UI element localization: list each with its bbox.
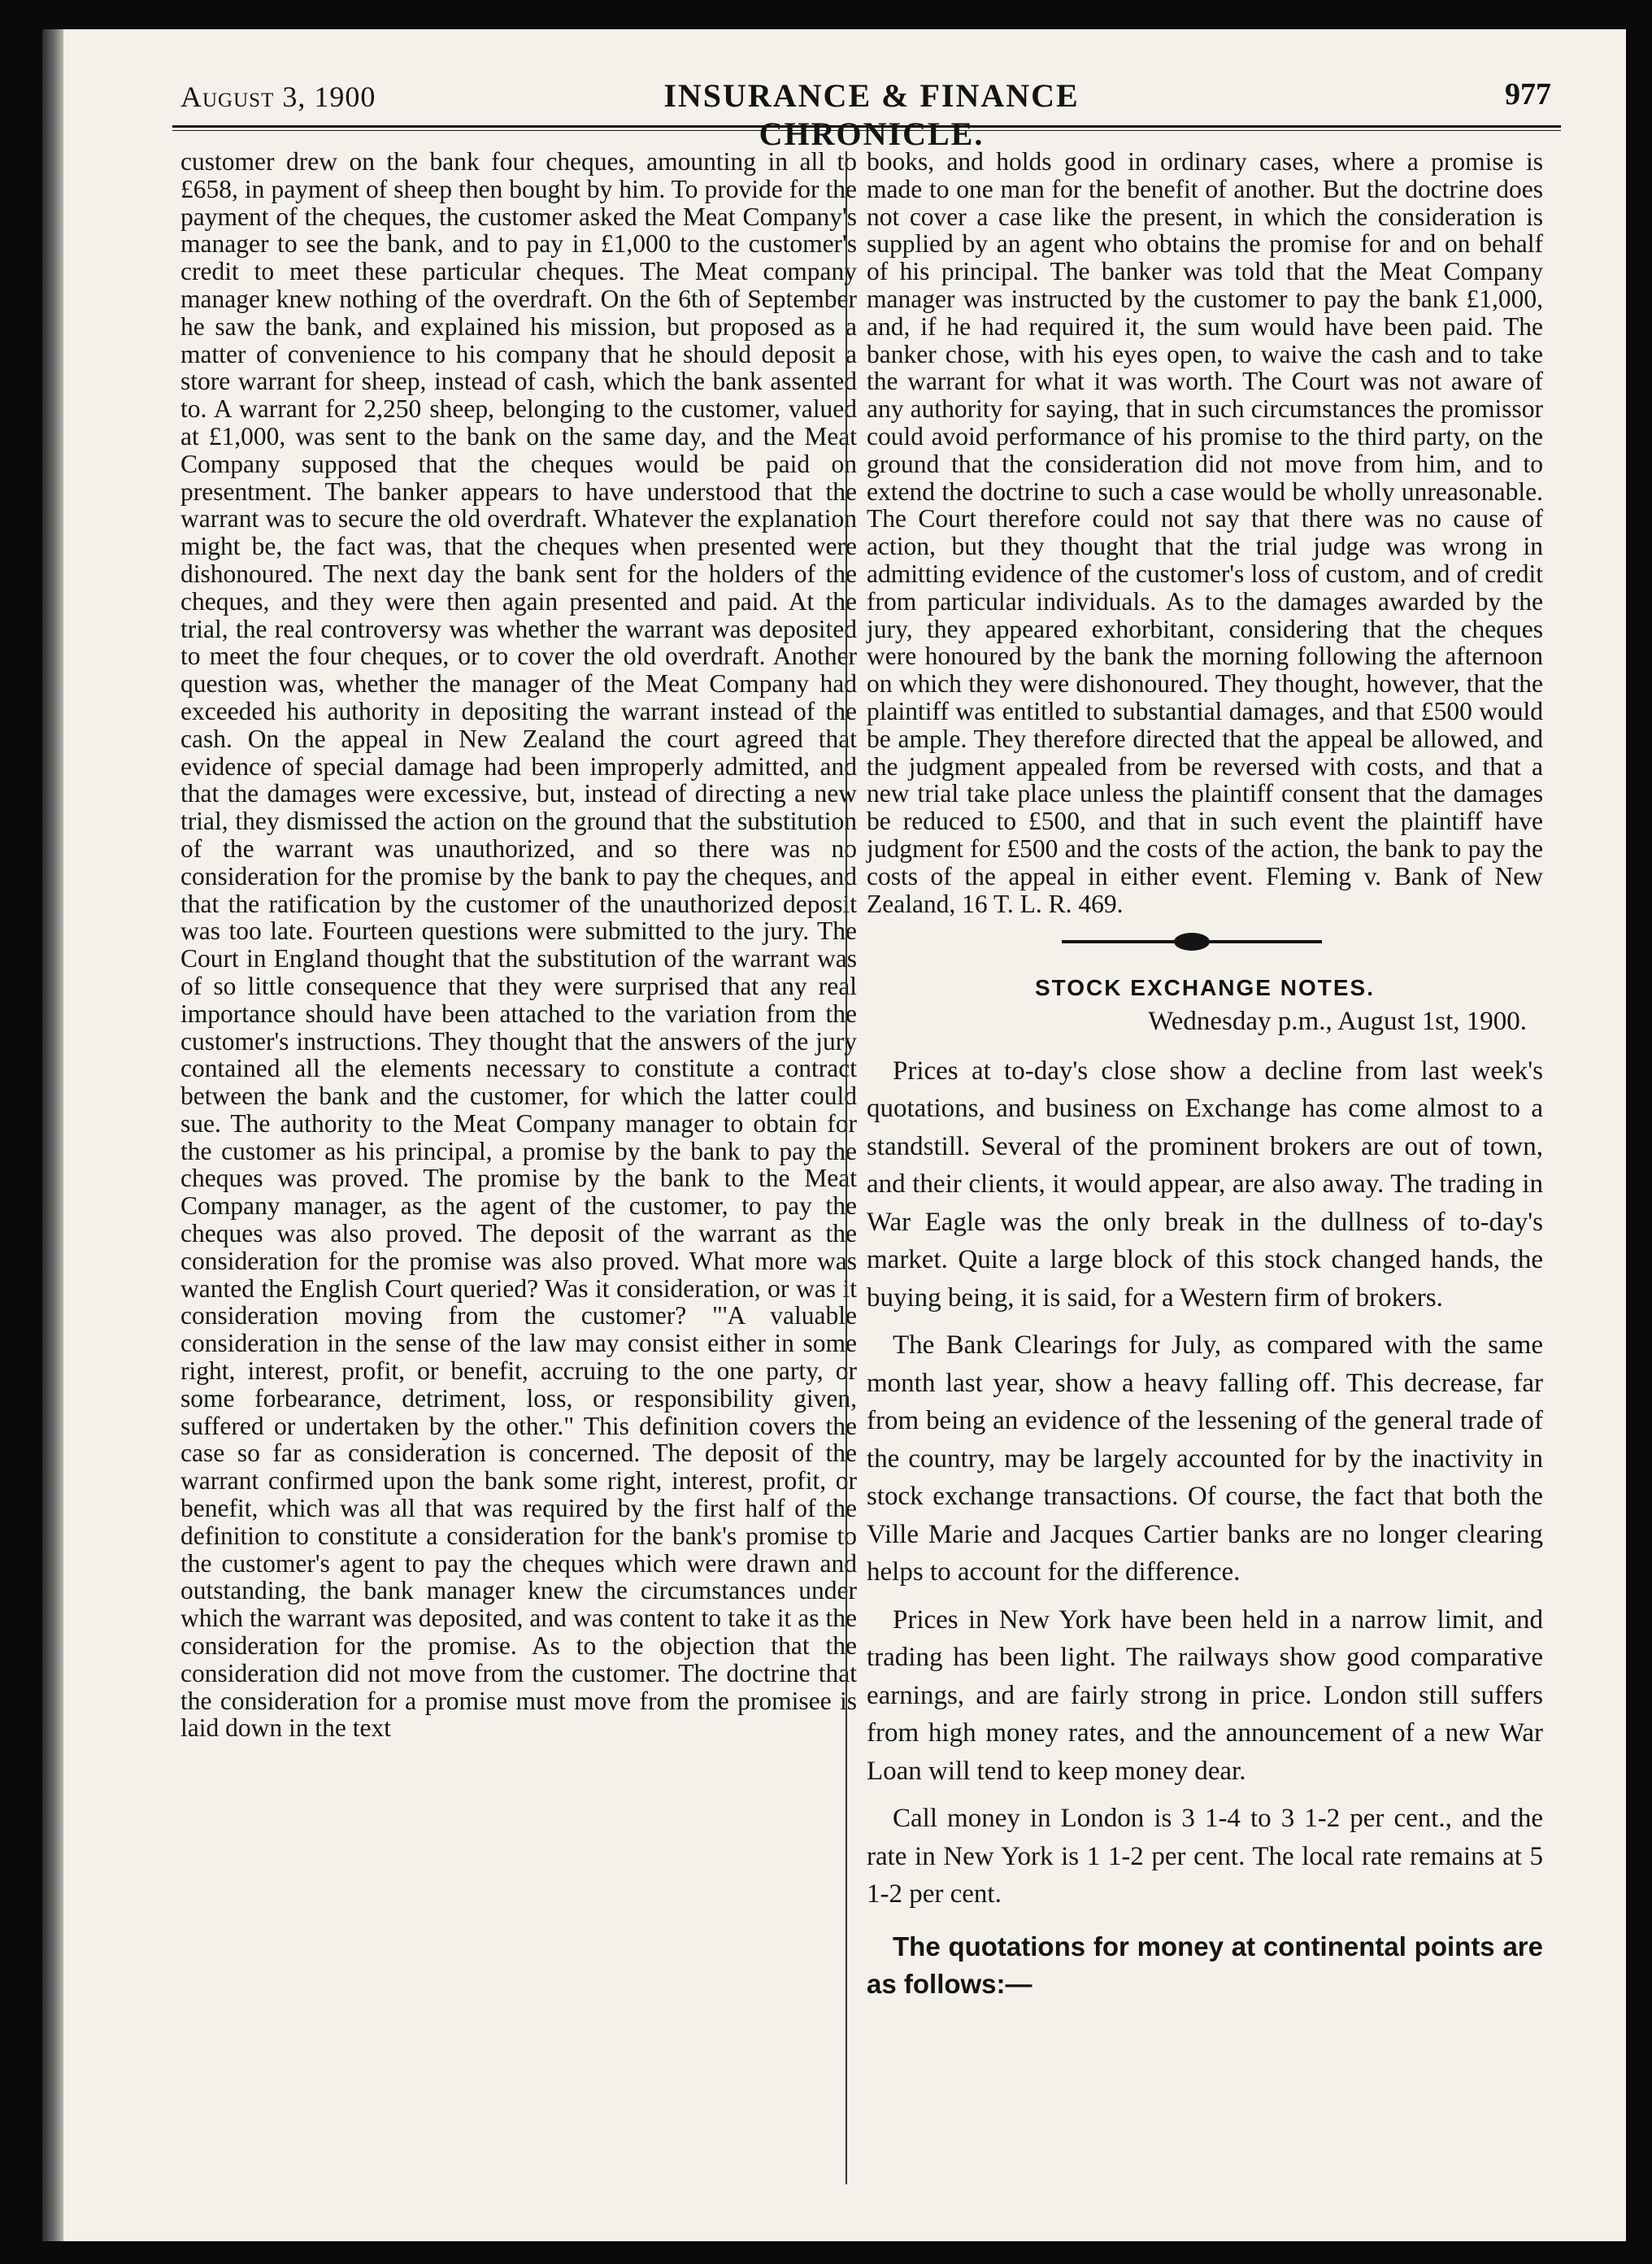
publication-title: INSURANCE & FINANCE CHRONICLE.: [663, 77, 1080, 152]
section-ornament: [867, 925, 1543, 958]
page-number: 977: [1505, 77, 1551, 111]
market-notes: [867, 1052, 1543, 2004]
column-divider: [846, 151, 847, 2184]
newspaper-page: [42, 29, 1626, 2241]
right-column: [867, 148, 1543, 2004]
dateline: Wednesday p.m., August 1st, 1900.: [1148, 1007, 1527, 1037]
header-rule: [172, 125, 1561, 131]
binding-shadow: [42, 29, 63, 2241]
ornament-center: [1174, 933, 1210, 951]
legal-report-continuation: books, and holds good in ordinary cases, where a promise is made to one man for the benefit of another. But the doctrine does not cover a case like the present, in which the consideration is supplied by an agent who obtains the promise for and on behalf of his principal. The banker was told that the Meat Company manager was instructed by the customer to pay the bank £1,000, and, if he had required it, the sum would have been paid. The banker chose, with his eyes open, to waive the cash and to take the warrant for what it was worth. The Court was not aware of any authority for saying, that in such circumstances the promissor could avoid performance of his promise to the third party, on the ground that the consideration did not move from him, and to extend the doctrine to such a case would be wholly unreasonable. The Court therefore could not say that there was no cause of action, but they thought that the trial judge was wrong in admitting evidence of the customer's loss of custom, and of credit from particular individuals. As to the damages awarded by the jury, they appeared exhorbitant, considering that the cheques were honoured by the bank the morning following the afternoon on which they were dishonoured. They thought, however, that the plaintiff was entitled to substantial damages, and that £500 would be ample. They therefore directed that the appeal be allowed, and the judgment appealed from be reversed with costs, and that a new trial take place unless the plaintiff consent that the damages be reduced to £500, and that in such event the plaintiff have judgment for £500 and the costs of the action, the bank to pay the costs of the appeal in either event. Fleming v. Bank of New Zealand, 16 T. L. R. 469.: [867, 147, 1543, 918]
market-paragraph: Call money in London is 3 1-4 to 3 1-2 per cent., and the rate in New York is 1 1-2 per cent. The local rate remains at 5 1-2 per cent.: [867, 1804, 1543, 1909]
legal-report-text: customer drew on the bank four cheques, amounting in all to £658, in payment of sheep then bought by him. To provide for the payment of the cheques, the customer asked the Meat Company's manager to see the bank, and to pay in £1,000 to the customer's credit to meet these particular cheques. The Meat company manager knew nothing of the overdraft. On the 6th of September he saw the bank, and explained his mission, but proposed as a matter of convenience to his company that he should deposit a store warrant for sheep, instead of cash, which the bank assented to. A warrant for 2,250 sheep, belonging to the customer, valued at £1,000, was sent to the bank on the same day, and the Meat Company supposed that the cheques would be paid on presentment. The banker appears to have understood that the warrant was to secure the old overdraft. Whatever the explanation might be, the fact was, that the cheques when presented were dishonoured. The next day the bank sent for the holders of the cheques, and they were then again presented and paid. At the trial, the real controversy was whether the warrant was deposited to meet the four cheques, or to cover the old overdraft. Another question was, whether the manager of the Meat Company had exceeded his authority in depositing the warrant instead of the cash. On the appeal in New Zealand the court agreed that evidence of special damage had been improperly admitted, and that the damages were excessive, but, instead of directing a new trial, they dismissed the action on the ground that the substitution of the warrant was unauthorized, and so there was no consideration for the promise by the bank to pay the cheques, and that the ratification by the customer of the unauthorized deposit was too late. Fourteen questions were submitted to the jury. The Court in England thought that the substitution of the warrant was of so little consequence that they were surprised that any real importance should have been attached to the variation from the customer's instructions. They thought that the answers of the jury contained all the elements necessary to constitute a contract between the bank and the customer, for which the latter could sue. The authority to the Meat Company manager to obtain for the customer as his principal, a promise by the bank to pay the cheques was proved. The promise by the bank to the Meat Company manager, as the agent of the customer, to pay the cheques was also proved. The deposit of the warrant as the consideration for the promise was also proved. What more was wanted the English Court queried? Was it consideration, or was it consideration moving from the customer? "'A valuable consideration in the sense of the law may consist either in some right, interest, profit, or benefit, accruing to the one party, or some forbearance, detriment, loss, or responsibility given, suffered or undertaken by the other." This definition covers the case so far as consideration is concerned. The deposit of the warrant confirmed upon the bank some right, interest, profit, or benefit, which was all that was required by the first half of the definition to constitute a consideration for the bank's promise to the customer's agent to pay the cheques which were drawn and outstanding, the bank manager knew the circumstances under which the warrant was deposited, and was content to take it as the consideration for the promise. As to the objection that the consideration did not move from the customer. The doctrine that the consideration for a promise must move from the promisee is laid down in the text: [180, 147, 857, 1743]
section-heading: STOCK EXCHANGE NOTES.: [1035, 975, 1375, 1001]
issue-date: August 3, 1900: [180, 81, 376, 113]
market-paragraph: Prices in New York have been held in a narrow limit, and trading has been light. The railways show good comparative earnings, and are fairly strong in price. London still suffers from high money rates, and the announcement of a new War Loan will tend to keep money dear.: [867, 1604, 1543, 1786]
market-paragraph: The Bank Clearings for July, as compared with the same month last year, show a heavy falling off. This decrease, far from being an evidence of the lessening of the general trade of the country, may be largely accounted for by the inactivity in stock exchange transactions. Of course, the fact that both the Ville Marie and Jacques Cartier banks are no longer clearing helps to account for the difference.: [867, 1330, 1543, 1587]
market-paragraph: Prices at to-day's close show a decline from last week's quotations, and business on Exchange has come almost to a standstill. Several of the prominent brokers are out of town, and their clients, it would appear, are also away. The trading in War Eagle was the only break in the dullness of to-day's market. Quite a large block of this stock changed hands, the buying being, it is said, for a Western firm of brokers.: [867, 1056, 1543, 1313]
left-column: [180, 148, 857, 1742]
running-head: [42, 76, 1626, 152]
closing-line: The quotations for money at continental points are as follows:—: [867, 1931, 1543, 2000]
